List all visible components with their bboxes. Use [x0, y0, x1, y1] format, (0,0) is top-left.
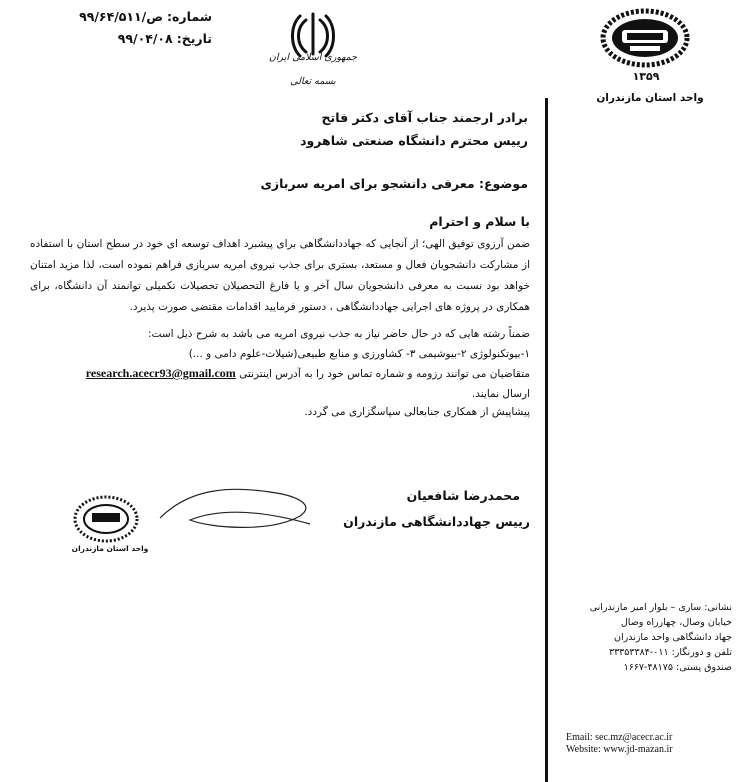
closing-line: پیشاپیش از همکاری جنابعالی سپاسگزاری می گردد.: [304, 406, 530, 418]
contact-email[interactable]: Email: sec.mz@acecr.ac.ir: [566, 732, 673, 743]
address-block: [556, 600, 732, 675]
official-stamp-icon: [72, 494, 140, 544]
jahad-logo-icon: [600, 8, 690, 68]
signatory-title: رییس جهاددانشگاهی مازندران: [343, 514, 530, 529]
address-line: نشانی: ساری – بلوار امیر مازندرانی: [589, 602, 732, 613]
handwritten-signature: [150, 478, 320, 538]
signatory-name: محمدرضا شافعیان: [406, 488, 520, 503]
contact-block: [566, 732, 736, 756]
address-line: خیابان وصال، چهارراه وصال: [620, 617, 732, 628]
pobox-line: صندوق پستی: ۴۸۱۷۵-۱۶۶۷: [623, 662, 732, 673]
address-line: جهاد دانشگاهی واحد مازندران: [614, 632, 732, 643]
letter-subject: موضوع: معرفی دانشجو برای امریه سربازی: [260, 176, 528, 191]
apply-email-link[interactable]: research.acecr93@gmail.com: [85, 366, 236, 380]
recipient-name: برادر ارجمند جناب آقای دکتر فاتح: [321, 110, 528, 125]
greeting: با سلام و احترام: [429, 214, 530, 229]
number-label: شماره:: [167, 9, 212, 24]
letter-meta: [72, 6, 212, 50]
date-label: تاریخ:: [176, 31, 212, 46]
apply-instructions: [10, 363, 530, 384]
number-value: ۹۹/۶۴/۵۱۱/ص: [79, 9, 164, 24]
recipient-title: رییس محترم دانشگاه صنعتی شاهرود: [300, 133, 528, 148]
apply-text: متقاضیان می توانند رزومه و شماره تماس خود را به آدرس اینترنتی: [239, 368, 530, 380]
emblem-caption: جمهوری اسلامی ایران: [268, 52, 358, 63]
organization-unit: واحد استان مازندران: [596, 92, 704, 104]
date-value: ۹۹/۰۴/۰۸: [117, 31, 173, 46]
body-paragraph: ضمن آرزوی توفیق الهی؛ از آنجایی که جهاددانشگاهی برای پیشبرد اهداف توسعه ای خود در سطح استان با استفاده از مشارکت دانشجویان فعال و مستعد، بستری برای جذب نیروی امریه سربازی فراهم نموده است، لذا مزید امتنان خواهد بود نسبت به معرفی دانشجویان سال آخر و یا فارغ التحصیلان تحصیلات تکمیلی توانمند آن دانشگاه، برای همکاری در پروژه های اجرایی جهاددانشگاهی ، دستور فرمایید اقدامات مقتضی صورت پذیرد.: [30, 238, 530, 313]
apply-text-end: ارسال نمایند.: [471, 388, 530, 400]
fields-list: ۱-بیوتکنولوژی ۲-بیوشیمی ۳- کشاورزی و منابع طبیعی(شیلات-علوم دامی و ...): [188, 348, 530, 360]
contact-website[interactable]: Website: www.jd-mazan.ir: [566, 744, 673, 755]
stamp-caption: واحد استان مازندران: [71, 544, 149, 553]
fields-intro: ضمناً رشته هایی که در حال حاضر نیاز به جذب نیروی امریه می باشد به شرح ذیل است:: [148, 328, 530, 340]
basmala-caption: بسمه تعالی: [290, 76, 336, 87]
vertical-divider: [545, 98, 548, 782]
phone-line: تلفن و دورنگار: ۰۱۱-۳۳۳۵۳۳۸۴: [608, 647, 732, 658]
founding-year: ۱۳۵۹: [632, 70, 660, 83]
